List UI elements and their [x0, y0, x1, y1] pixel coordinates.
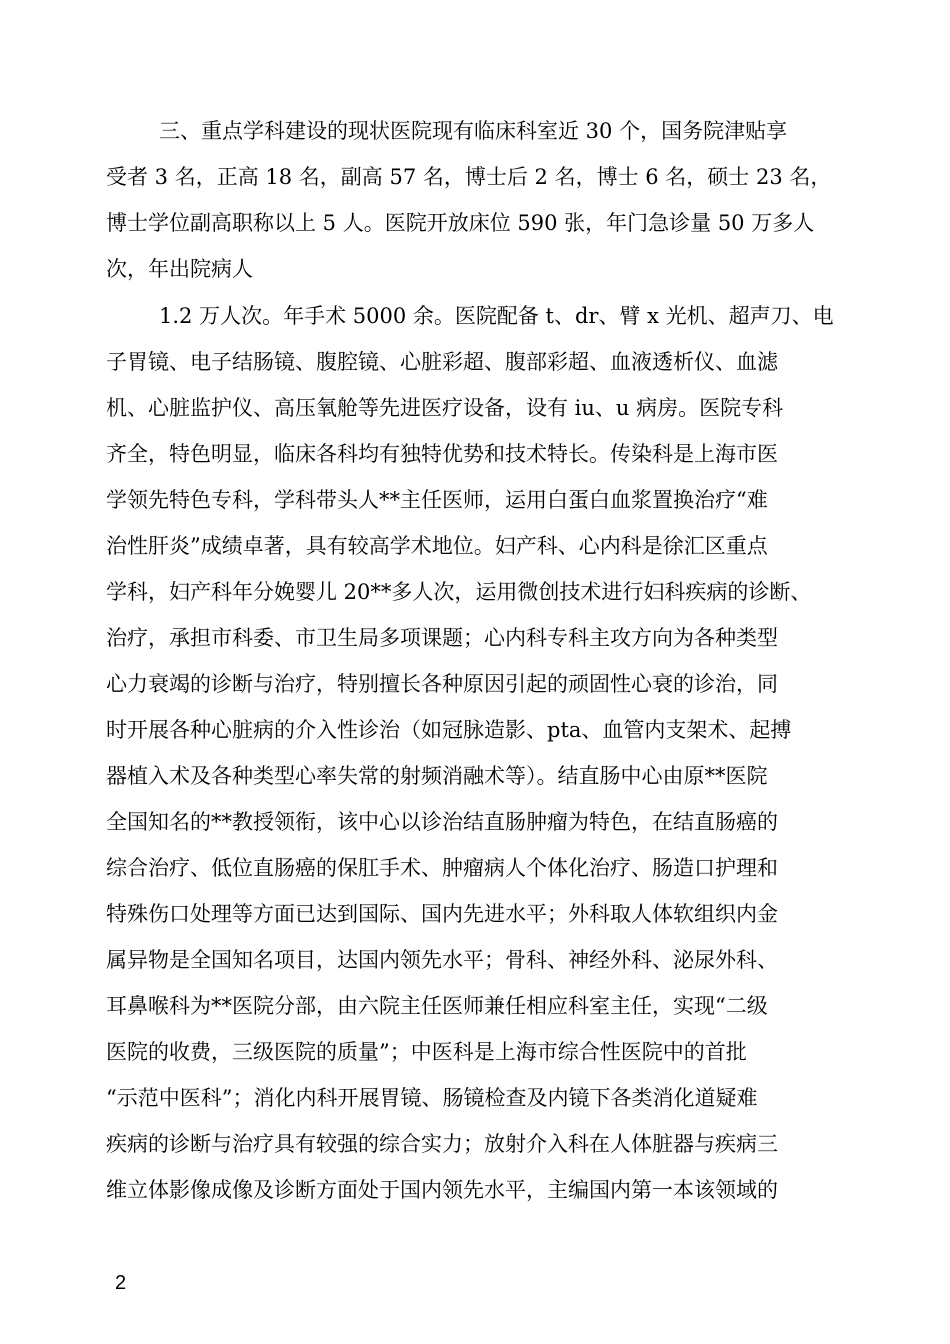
paragraph-line: 治疗，承担市科委、市卫生局多项课题；心内科专科主攻方向为各种类型 [106, 626, 778, 650]
paragraph-line: 治性肝炎”成绩卓著，具有较高学术地位。妇产科、心内科是徐汇区重点 [106, 534, 768, 558]
paragraph-line: 属异物是全国知名项目，达国内领先水平；骨科、神经外科、泌尿外科、 [106, 948, 778, 972]
paragraph-line: 学领先特色专科，学科带头人**主任医师，运用白蛋白血浆置换治疗“难 [106, 488, 768, 512]
paragraph-line: 维立体影像成像及诊断方面处于国内领先水平，主编国内第一本该领域的 [106, 1178, 778, 1202]
page-number: 2 [115, 1272, 127, 1294]
paragraph-line: 齐全，特色明显，临床各科均有独特优势和技术特长。传染科是上海市医 [106, 442, 778, 466]
paragraph-line: 疾病的诊断与治疗具有较强的综合实力；放射介入科在人体脏器与疾病三 [106, 1132, 778, 1156]
paragraph-line: 器植入术及各种类型心率失常的射频消融术等）。结直肠中心由原**医院 [106, 764, 768, 788]
paragraph-line: 子胃镜、电子结肠镜、腹腔镜、心脏彩超、腹部彩超、血液透析仪、血滤 [106, 350, 778, 374]
paragraph-line: 学科，妇产科年分娩婴儿 20**多人次，运用微创技术进行妇科疾病的诊断、 [106, 580, 812, 604]
paragraph-line: 医院的收费，三级医院的质量”；中医科是上海市综合性医院中的首批 [106, 1040, 747, 1064]
paragraph-line: 三、重点学科建设的现状医院现有临床科室近 30 个，国务院津贴享 [159, 119, 788, 143]
paragraph-line: “示范中医科”；消化内科开展胃镜、肠镜检查及内镜下各类消化道疑难 [106, 1086, 758, 1110]
paragraph-line: 时开展各种心脏病的介入性诊治（如冠脉造影、pta、血管内支架术、起搏 [106, 718, 792, 742]
paragraph-line: 全国知名的**教授领衔，该中心以诊治结直肠肿瘤为特色，在结直肠癌的 [106, 810, 778, 834]
paragraph-line: 耳鼻喉科为**医院分部，由六院主任医师兼任相应科室主任，实现“二级 [106, 994, 768, 1018]
paragraph-line: 受者 3 名，正高 18 名，副高 57 名，博士后 2 名，博士 6 名，硕士 23 名， [106, 165, 832, 189]
paragraph-line: 博士学位副高职称以上 5 人。医院开放床位 590 张，年门急诊量 50 万多人 [106, 211, 815, 235]
paragraph-line: 机、心脏监护仪、高压氧舱等先进医疗设备，设有 iu、u 病房。医院专科 [106, 396, 784, 420]
paragraph-line: 特殊伤口处理等方面已达到国际、国内先进水平；外科取人体软组织内金 [106, 902, 778, 926]
paragraph-line: 综合治疗、低位直肠癌的保肛手术、肿瘤病人个体化治疗、肠造口护理和 [106, 856, 778, 880]
paragraph-line: 心力衰竭的诊断与治疗，特别擅长各种原因引起的顽固性心衰的诊治，同 [106, 672, 778, 696]
paragraph-line: 1.2 万人次。年手术 5000 余。医院配备 t、dr、臂 x 光机、超声刀、电 [159, 304, 834, 328]
paragraph-line: 次，年出院病人 [106, 257, 253, 281]
